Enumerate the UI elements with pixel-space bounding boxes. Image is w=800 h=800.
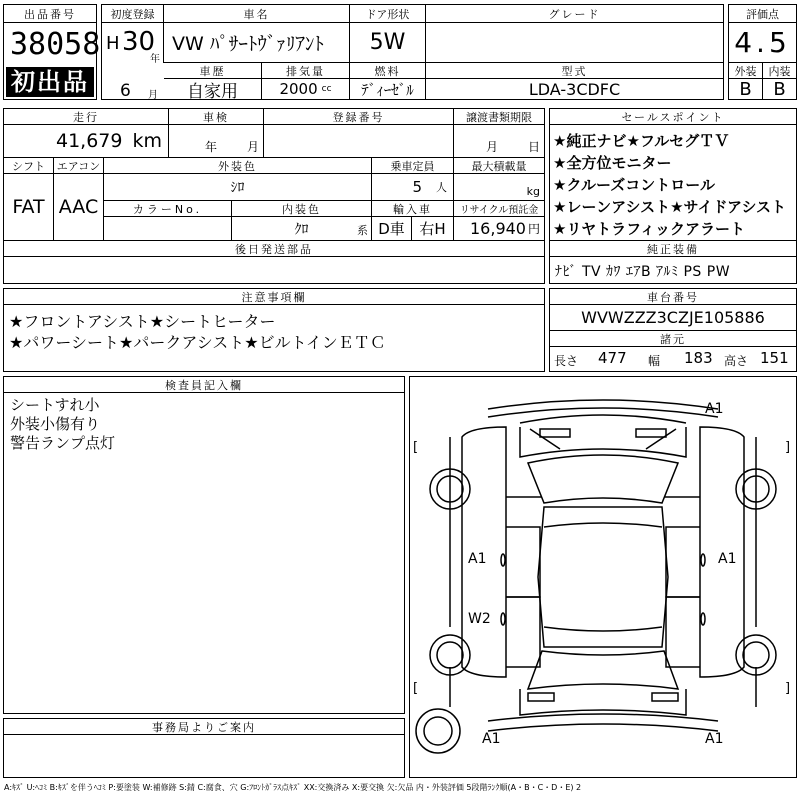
max-load-label: 最大積載量 (454, 158, 544, 174)
mileage-label: 走行 (4, 109, 169, 125)
int-color-label: 内装色 (232, 201, 372, 217)
car-name: VW ﾊﾟｻｰﾄｳﾞｧﾘｱﾝﾄ (164, 23, 350, 63)
shift-label: シフト (4, 158, 54, 174)
grade-value (426, 23, 723, 63)
notes-label: 注意事項欄 (4, 289, 544, 305)
damage-mark: A1 (705, 401, 724, 417)
fuel-value: ﾃﾞｨｰｾﾞﾙ (350, 79, 426, 99)
notes-line: ★パワーシート★パークアシスト★ビルトインＥＴＣ (9, 333, 386, 352)
sales-point-item: ★純正ナビ★フルセグＴＶ (553, 132, 730, 150)
inspector-line: 警告ランプ点灯 (10, 434, 116, 452)
first-listing-badge: 初出品 (6, 67, 94, 97)
capacity-label: 乗車定員 (372, 158, 454, 174)
rating-box (728, 4, 797, 100)
height-label: 高さ (724, 354, 749, 368)
damage-diagram (409, 376, 797, 778)
aircon-value: AAC (54, 174, 104, 241)
vin-label: 車台番号 (550, 289, 796, 305)
damage-mark: A1 (705, 731, 724, 747)
notes-line: ★フロントアシスト★シートヒーター (9, 312, 276, 331)
plate-value (264, 125, 454, 158)
later-parts-value (4, 257, 544, 283)
int-color-field (232, 217, 372, 241)
bracket-mark: [ (413, 440, 419, 455)
inspection-label: 車検 (169, 109, 264, 125)
capacity-value: 5 (412, 178, 422, 196)
ext-rating-label: 外装 (729, 63, 763, 79)
equipment-value: ﾅﾋﾞ TV ｶﾜ ｴｱB ｱﾙﾐ PS PW (555, 264, 731, 280)
inspector-line: シートすれ小 (10, 396, 100, 414)
history-label: 車歴 (164, 63, 262, 79)
import-label: 輸入車 (372, 201, 454, 217)
equipment-label: 純正装備 (550, 241, 796, 257)
office-label: 事務局よりご案内 (4, 719, 404, 735)
height-value: 151 (760, 349, 789, 367)
import-drive: D車 (372, 217, 412, 241)
bracket-mark: [ (413, 681, 419, 696)
bracket-mark: ] (785, 681, 791, 696)
recycle-field (454, 217, 544, 241)
displacement-unit: cc (321, 84, 332, 94)
lot-box (3, 4, 101, 100)
plate-label: 登録番号 (264, 109, 454, 125)
later-parts-label: 後日発送部品 (4, 241, 544, 257)
width-label: 幅 (648, 354, 661, 368)
int-rating: B (773, 79, 786, 99)
ext-color-value: ｼﾛ (104, 174, 372, 201)
displacement-value: 2000 (279, 80, 318, 98)
ext-color-label: 外装色 (104, 158, 372, 174)
damage-mark: A1 (718, 551, 737, 567)
ext-rating: B (729, 79, 763, 99)
lot-number: 38058 (10, 27, 101, 62)
width-value: 183 (684, 349, 713, 367)
car-name-label: 車名 (164, 5, 350, 23)
color-no-label: カラーNo. (104, 201, 232, 217)
model-label: 型式 (426, 63, 723, 79)
office-value (4, 735, 404, 777)
inspection-month-unit: 月 (246, 140, 259, 154)
lot-label: 出品番号 (4, 5, 96, 23)
int-color-value: ｸﾛ (294, 221, 309, 238)
mileage-field (4, 125, 169, 158)
transfer-day-unit: 日 (527, 140, 540, 154)
grade-label: グレード (426, 5, 723, 23)
office-box (3, 718, 405, 778)
sales-points-box (549, 108, 797, 284)
reg-month-unit: 月 (148, 90, 158, 101)
recycle-label: リサイクル預託金 (454, 201, 544, 217)
sales-point-item: ★リヤトラフィックアラート (553, 220, 745, 238)
damage-mark: W2 (468, 611, 491, 627)
inspector-box (3, 376, 405, 714)
sales-points-label: セールスポイント (550, 109, 796, 125)
legend-text: A:ｷｽﾞ U:ﾍｺﾐ B:ｷｽﾞを伴うﾍｺﾐ P:要塗装 W:補修跡 S:錆 C:腐食、穴 G:ﾌﾛﾝﾄｶﾞﾗｽ点ｷｽﾞ XX:交換済み X:要交換 欠:欠品 内・外装評価 5段階ﾗﾝｸ順(A・B・C・D・E) 2 (4, 783, 582, 792)
inspection-year-unit: 年 (204, 140, 217, 154)
sales-point-item: ★全方位モニター (553, 154, 672, 172)
mileage-value: 41,679 (56, 130, 123, 152)
import-handle: 右H (412, 217, 454, 241)
history-value: 自家用 (164, 79, 262, 99)
shift-value: FAT (4, 174, 54, 241)
inspection-value (169, 125, 264, 158)
notes-box (3, 288, 545, 372)
displacement-field (262, 79, 350, 99)
spec-grid (3, 108, 545, 284)
capacity-unit: 人 (436, 181, 447, 194)
door-label: ドア形状 (350, 5, 426, 23)
color-no-value (104, 217, 232, 241)
header-grid (101, 4, 724, 100)
reg-era: H (106, 33, 120, 54)
car-outline-diagram (410, 377, 796, 777)
bracket-mark: ] (785, 440, 791, 455)
inspector-label: 検査員記入欄 (4, 377, 404, 393)
reg-year: 30 (122, 27, 156, 57)
door-type: 5W (350, 23, 426, 63)
aircon-label: エアコン (54, 158, 104, 174)
rating-label: 評価点 (729, 5, 796, 23)
int-color-unit: 系 (357, 224, 368, 237)
sales-point-item: ★レーンアシスト★サイドアシスト (553, 198, 786, 216)
vin-value: WVWZZZ3CZJE105886 (550, 305, 796, 331)
inspector-line: 外装小傷有り (10, 415, 101, 433)
damage-mark: A1 (468, 551, 487, 567)
transfer-month-unit: 月 (485, 140, 498, 154)
int-rating-label: 内装 (763, 63, 796, 79)
max-load-unit: kg (454, 174, 544, 201)
recycle-value: 16,940 (470, 219, 526, 238)
displacement-label: 排気量 (262, 63, 350, 79)
recycle-unit: 円 (527, 222, 540, 236)
length-value: 477 (598, 349, 627, 367)
length-label: 長さ (554, 354, 579, 368)
reg-month: 6 (120, 81, 131, 101)
fuel-label: 燃料 (350, 63, 426, 79)
model-value: LDA-3CDFC (528, 79, 621, 99)
mileage-unit: km (132, 130, 162, 152)
dims-label: 諸元 (550, 331, 796, 347)
capacity-field (372, 174, 454, 201)
transfer-value (454, 125, 544, 158)
damage-mark: A1 (482, 731, 501, 747)
vin-box (549, 288, 797, 372)
reg-year-unit: 年 (150, 54, 160, 65)
transfer-label: 譲渡書類期限 (454, 109, 544, 125)
sales-point-item: ★クルーズコントロール (553, 176, 715, 194)
reg-label: 初度登録 (102, 5, 164, 23)
rating-value: 4.5 (729, 23, 796, 63)
